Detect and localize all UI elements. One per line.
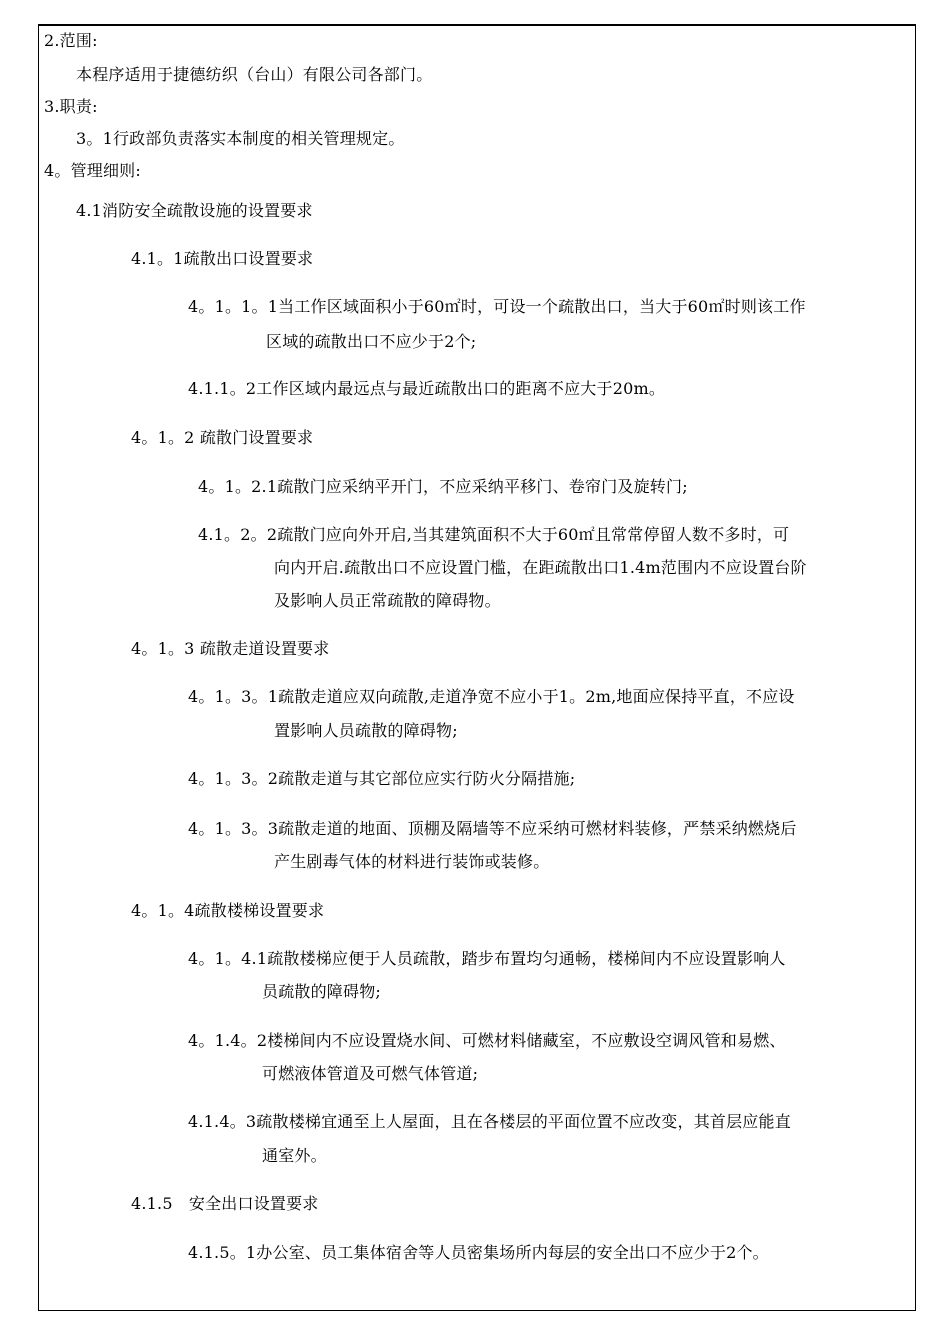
heading-4-1-1: 4.1。1疏散出口设置要求 <box>131 249 314 268</box>
clause-4-1-4-3: 4.1.4。3疏散楼梯宜通至上人屋面，且在各楼层的平面位置不应改变，其首层应能直 <box>188 1112 791 1131</box>
clause-4-1-3-1-cont: 置影响人员疏散的障碍物; <box>274 721 458 740</box>
responsibility-text: 3。1行政部负责落实本制度的相关管理规定。 <box>76 129 405 148</box>
clause-4-1-2-2-cont1: 向内开启.疏散出口不应设置门槛，在距疏散出口1.4m范围内不应设置台阶 <box>274 558 807 577</box>
clause-4-1-4-3-cont: 通室外。 <box>262 1146 327 1165</box>
heading-4-1-3: 4。1。3 疏散走道设置要求 <box>131 639 330 658</box>
clause-4-1-4-1-cont: 员疏散的障碍物; <box>262 982 381 1001</box>
clause-4-1-2-2-cont2: 及影响人员正常疏散的障碍物。 <box>274 591 501 610</box>
clause-4-1-2-2: 4.1。2。2疏散门应向外开启,当其建筑面积不大于60㎡且常常停留人数不多时，可 <box>198 525 790 544</box>
clause-4-1-4-2: 4。1.4。2楼梯间内不应设置烧水间、可燃材料储藏室，不应敷设空调风管和易燃、 <box>188 1031 786 1050</box>
heading-4-1-5: 4.1.5 安全出口设置要求 <box>131 1194 319 1213</box>
clause-4-1-4-2-cont: 可燃液体管道及可燃气体管道; <box>262 1064 479 1083</box>
clause-4-1-1-1-cont: 区域的疏散出口不应少于2个; <box>266 332 477 351</box>
clause-4-1-4-1: 4。1。4.1疏散楼梯应便于人员疏散，踏步布置均匀通畅，楼梯间内不应设置影响人 <box>188 949 786 968</box>
heading-4-1-2: 4。1。2 疏散门设置要求 <box>131 428 314 447</box>
clause-4-1-3-2: 4。1。3。2疏散走道与其它部位应实行防火分隔措施; <box>188 769 576 788</box>
clause-4-1-3-1: 4。1。3。1疏散走道应双向疏散,走道净宽不应小于1。2m,地面应保持平直，不应设 <box>188 687 795 706</box>
clause-4-1-3-3-cont: 产生剧毒气体的材料进行装饰或装修。 <box>274 852 550 871</box>
heading-4-1-4: 4。1。4疏散楼梯设置要求 <box>131 901 325 920</box>
clause-4-1-2-1: 4。1。2.1疏散门应采纳平开门，不应采纳平移门、卷帘门及旋转门; <box>198 477 688 496</box>
clause-4-1-1-1: 4。1。1。1当工作区域面积小于60㎡时，可设一个疏散出口，当大于60㎡时则该工作 <box>188 297 806 316</box>
clause-4-1-1-2: 4.1.1。2工作区域内最远点与最近疏散出口的距离不应大于20m。 <box>188 379 666 398</box>
scope-text: 本程序适用于捷德纺织（台山）有限公司各部门。 <box>76 65 433 84</box>
clause-4-1-5-1: 4.1.5。1办公室、员工集体宿舍等人员密集场所内每层的安全出口不应少于2个。 <box>188 1243 769 1262</box>
section-2-heading: 2.范围: <box>44 31 98 50</box>
heading-4-1: 4.1消防安全疏散设施的设置要求 <box>76 201 313 220</box>
section-4-heading: 4。管理细则: <box>44 161 141 180</box>
section-3-heading: 3.职责: <box>44 97 98 116</box>
clause-4-1-3-3: 4。1。3。3疏散走道的地面、顶棚及隔墙等不应采纳可燃材料装修，严禁采纳燃烧后 <box>188 819 797 838</box>
